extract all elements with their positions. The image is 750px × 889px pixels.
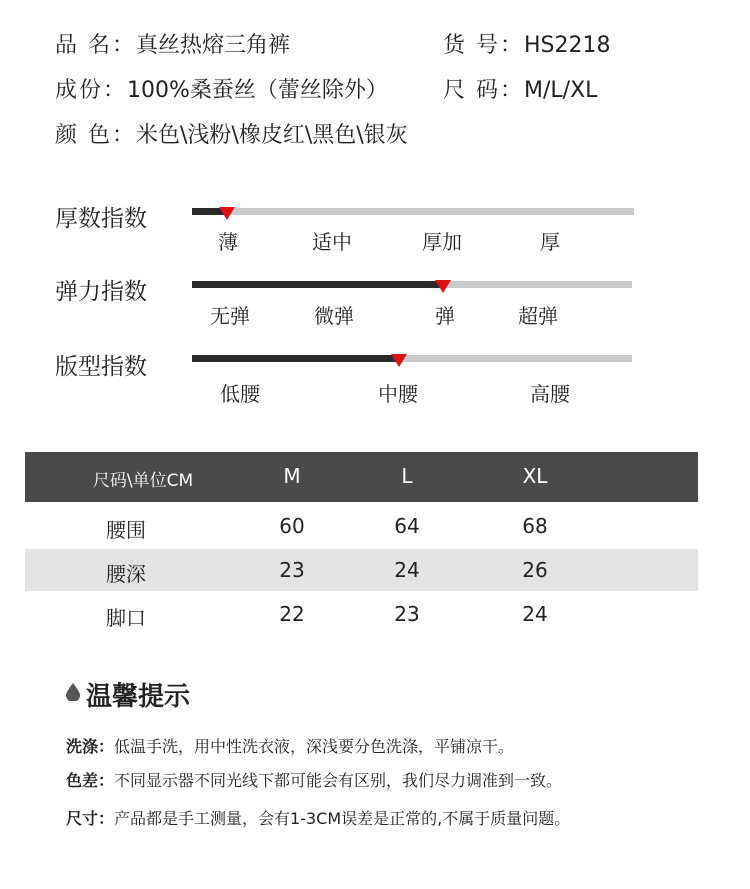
color-value: 米色\浅粉\橡皮红\黑色\银灰: [136, 123, 408, 148]
tip-label: 色差：: [66, 771, 115, 790]
tip-text: 不同显示器不同光线下都可能会有区别，我们尽力调准到一致。: [114, 771, 563, 790]
tip-label: 洗涤：: [66, 737, 115, 756]
index-track: [192, 281, 632, 288]
table-cell: 68: [522, 514, 548, 538]
size-table-header-cell: M: [283, 464, 301, 488]
table-cell: 24: [394, 558, 420, 582]
product-name-row: [55, 28, 290, 59]
index-tick: 微弹: [314, 304, 354, 328]
size-table-header-cell: XL: [522, 464, 548, 488]
tips-title: 温馨提示: [86, 682, 191, 712]
table-row: [25, 505, 698, 547]
index-tick: 弹: [435, 304, 455, 328]
table-cell: 23: [394, 602, 420, 626]
size-label: 尺 码：: [443, 78, 524, 103]
table-cell: 脚口: [106, 606, 146, 630]
table-cell: 64: [394, 514, 420, 538]
index-tick: 中腰: [378, 382, 418, 406]
index-marker-icon: [391, 354, 407, 367]
tip-label: 尺寸：: [66, 809, 115, 828]
index-fill: [192, 355, 399, 362]
index-tick: 薄: [218, 230, 238, 254]
index-track: [192, 355, 632, 362]
tip-item: [66, 734, 514, 757]
table-cell: 24: [522, 602, 548, 626]
droplet-icon: [66, 683, 80, 705]
material-value: 100%桑蚕丝（蕾丝除外）: [127, 78, 388, 103]
color-label: 颜 色：: [55, 123, 136, 148]
index-marker-icon: [219, 207, 235, 220]
index-tick: 厚加: [422, 230, 462, 254]
tip-text: 低温手洗，用中性洗衣液，深浅要分色洗涤，平铺凉干。: [114, 737, 515, 756]
index-title: 版型指数: [55, 354, 147, 380]
table-cell: 26: [522, 558, 548, 582]
material-label: 成份：: [55, 78, 128, 103]
tip-text: 产品都是手工测量，会有1-3CM误差是正常的,不属于质量问题。: [114, 809, 571, 828]
tip-item: [66, 768, 562, 791]
table-cell: 22: [279, 602, 305, 626]
size-table-header-cell: 尺码\单位CM: [92, 471, 194, 491]
index-fill: [192, 281, 443, 288]
index-track: [192, 208, 634, 215]
index-tick: 低腰: [220, 382, 260, 406]
sku-label: 货 号：: [443, 33, 524, 58]
index-title: 弹力指数: [55, 279, 147, 305]
table-row: [25, 549, 698, 591]
size-table-header: [25, 452, 698, 502]
size-value: M/L/XL: [524, 78, 598, 103]
index-tick: 超弹: [518, 304, 558, 328]
size-table-header-cell: L: [401, 464, 413, 488]
size-row: [443, 73, 597, 104]
index-tick: 无弹: [210, 304, 250, 328]
table-cell: 60: [279, 514, 305, 538]
index-tick: 适中: [312, 230, 352, 254]
sku-value: HS2218: [524, 33, 611, 58]
tip-item: [66, 806, 570, 829]
product-name-label: 品 名：: [55, 33, 136, 58]
index-tick: 厚: [540, 230, 560, 254]
sku-row: [443, 28, 611, 59]
table-cell: 23: [279, 558, 305, 582]
index-title: 厚数指数: [55, 206, 147, 232]
table-cell: 腰围: [106, 518, 146, 542]
product-name-value: 真丝热熔三角裤: [136, 33, 291, 58]
table-cell: 腰深: [106, 562, 146, 586]
index-marker-icon: [435, 280, 451, 293]
color-row: [55, 118, 408, 149]
index-tick: 高腰: [530, 382, 570, 406]
material-row: [55, 73, 388, 104]
table-row: [25, 593, 698, 635]
